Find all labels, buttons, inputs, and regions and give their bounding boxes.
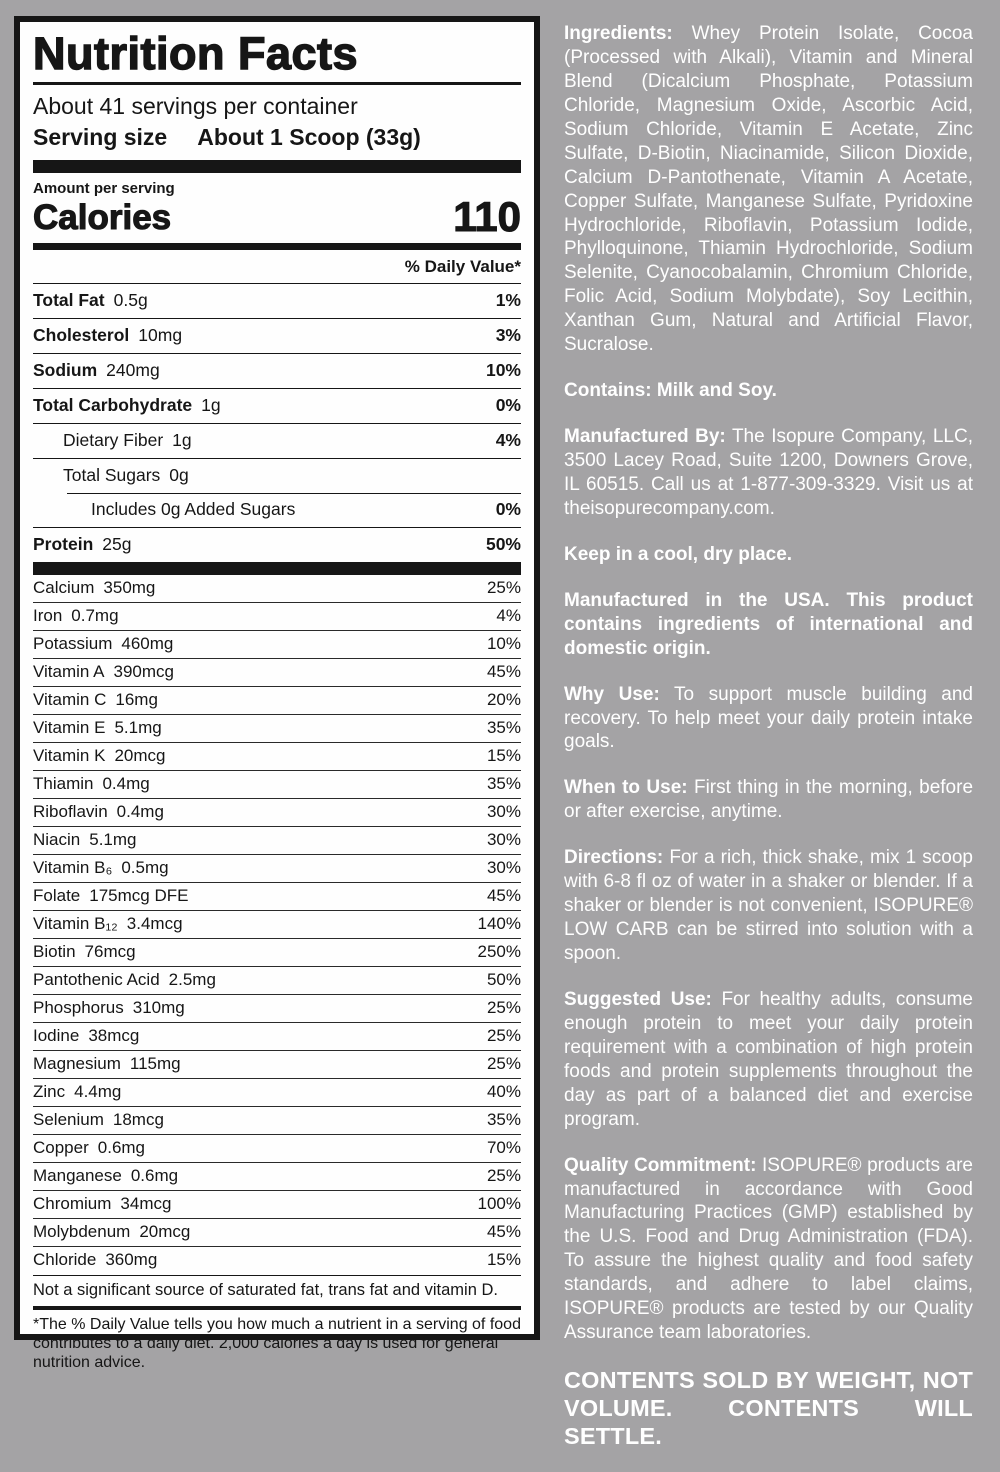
info-paragraph bbox=[564, 776, 973, 824]
vitamin-amount: 76mcg bbox=[84, 942, 136, 962]
vitamin-row bbox=[33, 658, 521, 686]
vitamin-name: Calcium bbox=[33, 578, 95, 598]
paragraph-text: ISOPURE® products are manufactured in accordance with Good Manufacturing Practices (GMP) established by the U.S. Food and Drug Administration (FDA). To assure the highest quality and food safety standards, and adhere to label claims, ISOPURE® products are tested by our Quality Assurance team laboratories. bbox=[564, 1154, 973, 1344]
vitamin-name: Vitamin K bbox=[33, 746, 106, 766]
vitamin-daily-value: 35% bbox=[486, 718, 521, 738]
info-paragraph bbox=[564, 543, 973, 567]
daily-value-header: % Daily Value* bbox=[33, 250, 521, 284]
calories-value: 110 bbox=[453, 193, 521, 241]
vitamin-daily-value: 10% bbox=[486, 634, 521, 654]
vitamin-amount: 5.1mg bbox=[114, 718, 162, 738]
vitamin-row bbox=[33, 1246, 521, 1274]
nutrient-amount: 1g bbox=[172, 430, 192, 451]
vitamin-amount: 4.4mg bbox=[74, 1082, 122, 1102]
vitamin-row bbox=[33, 798, 521, 826]
paragraph-label: Suggested Use: bbox=[564, 988, 712, 1010]
vitamin-name: Iron bbox=[33, 606, 63, 626]
vitamin-amount: 460mg bbox=[121, 634, 174, 654]
paragraph-text: The Isopure Company, LLC, 3500 Lacey Road, Suite 1200, Downers Grove, IL 60515. Call us at 1-877-309-3329. Visit us at theisopurecompany.com. bbox=[564, 426, 973, 519]
paragraph-label: CONTENTS SOLD BY WEIGHT, NOT VOLUME. CONTENTS WILL SETTLE. bbox=[564, 1367, 973, 1449]
vitamin-name: Vitamin E bbox=[33, 718, 106, 738]
nutrition-facts-title: Nutrition Facts bbox=[33, 28, 359, 79]
paragraph-label: Ingredients: bbox=[564, 23, 673, 44]
nutrient-name: Includes 0g Added Sugars bbox=[91, 499, 296, 520]
nutrient-daily-value: 50% bbox=[485, 534, 521, 555]
nutrient-row bbox=[33, 388, 521, 423]
vitamin-daily-value: 35% bbox=[486, 774, 521, 794]
paragraph-label: Directions: bbox=[564, 847, 664, 869]
vitamin-name: Molybdenum bbox=[33, 1222, 131, 1242]
vitamin-row bbox=[33, 966, 521, 994]
paragraph-label: Manufactured By: bbox=[564, 426, 726, 448]
daily-value-footnote: *The % Daily Value tells you how much a nutrient in a serving of food contributes to a daily diet. 2,000 calories a day is used for general nutrition advice. bbox=[33, 1306, 521, 1373]
vitamin-daily-value: 140% bbox=[477, 914, 521, 934]
vitamin-row bbox=[33, 1218, 521, 1246]
nutrient-name: Cholesterol bbox=[33, 325, 130, 346]
vitamin-daily-value: 100% bbox=[477, 1194, 521, 1214]
nutrient-amount: 10mg bbox=[138, 325, 183, 346]
nutrient-row bbox=[33, 353, 521, 388]
info-paragraph bbox=[564, 1154, 973, 1346]
vitamin-row bbox=[33, 1106, 521, 1134]
vitamin-row bbox=[33, 994, 521, 1022]
vitamin-name: Biotin bbox=[33, 942, 76, 962]
nutrient-amount: 0g bbox=[169, 465, 189, 486]
paragraph-label: Manufactured in the USA. This product contains ingredients of international and domestic origin. bbox=[564, 589, 973, 659]
nutrient-daily-value: 1% bbox=[495, 290, 521, 311]
vitamin-row bbox=[33, 742, 521, 770]
vitamin-daily-value: 25% bbox=[486, 1054, 521, 1074]
nutrient-amount: 25g bbox=[102, 534, 132, 555]
vitamin-row bbox=[33, 575, 521, 602]
nutrient-name: Total Carbohydrate bbox=[33, 395, 193, 416]
main-nutrient-rows bbox=[33, 284, 521, 562]
vitamin-name: Folate bbox=[33, 886, 81, 906]
vitamin-row bbox=[33, 1190, 521, 1218]
vitamin-daily-value: 30% bbox=[486, 830, 521, 850]
nutrient-name: Total Sugars bbox=[63, 465, 161, 486]
vitamin-amount: 0.4mg bbox=[116, 802, 164, 822]
vitamin-name: Vitamin B₁₂ bbox=[33, 914, 118, 934]
vitamin-amount: 350mg bbox=[103, 578, 156, 598]
info-column bbox=[564, 22, 973, 1472]
nutrient-row bbox=[33, 493, 521, 527]
vitamin-row bbox=[33, 826, 521, 854]
servings-per-container: About 41 servings per container bbox=[33, 93, 358, 120]
vitamin-name: Vitamin B₆ bbox=[33, 858, 113, 878]
vitamin-daily-value: 15% bbox=[486, 1250, 521, 1270]
vitamin-amount: 2.5mg bbox=[168, 970, 216, 990]
vitamin-daily-value: 30% bbox=[486, 858, 521, 878]
vitamin-row bbox=[33, 854, 521, 882]
vitamin-daily-value: 25% bbox=[486, 1166, 521, 1186]
vitamin-name: Zinc bbox=[33, 1082, 66, 1102]
vitamin-row bbox=[33, 714, 521, 742]
serving-size-value: About 1 Scoop (33g) bbox=[197, 124, 421, 151]
section-bar bbox=[33, 160, 521, 173]
vitamin-amount: 360mg bbox=[105, 1250, 158, 1270]
vitamin-name: Riboflavin bbox=[33, 802, 108, 822]
paragraph-label: When to Use: bbox=[564, 777, 688, 799]
nutrient-amount: 0.5g bbox=[113, 290, 148, 311]
amount-per-serving-label: Amount per serving bbox=[33, 180, 175, 198]
vitamin-amount: 0.4mg bbox=[102, 774, 150, 794]
vitamin-name: Copper bbox=[33, 1138, 89, 1158]
vitamin-name: Magnesium bbox=[33, 1054, 121, 1074]
nutrient-row bbox=[33, 318, 521, 353]
vitamin-amount: 20mcg bbox=[139, 1222, 191, 1242]
nutrient-amount: 1g bbox=[201, 395, 221, 416]
serving-size-label: Serving size bbox=[33, 124, 168, 151]
vitamin-amount: 0.6mg bbox=[97, 1138, 146, 1158]
vitamin-daily-value: 45% bbox=[486, 1222, 521, 1242]
nutrient-name: Sodium bbox=[33, 360, 98, 381]
vitamin-amount: 175mcg DFE bbox=[89, 886, 189, 906]
vitamin-amount: 3.4mcg bbox=[126, 914, 183, 934]
vitamin-row bbox=[33, 938, 521, 966]
vitamin-name: Potassium bbox=[33, 634, 113, 654]
vitamin-daily-value: 25% bbox=[486, 578, 521, 598]
vitamin-amount: 20mcg bbox=[114, 746, 166, 766]
vitamin-daily-value: 45% bbox=[486, 886, 521, 906]
paragraph-text: For healthy adults, consume enough protein to meet your daily protein requirement with a combination of high protein foods and protein supplements throughout the day as part of a balanced diet and exercise program. bbox=[564, 988, 973, 1130]
vitamin-amount: 18mcg bbox=[112, 1110, 164, 1130]
vitamin-daily-value: 30% bbox=[486, 802, 521, 822]
vitamin-name: Chromium bbox=[33, 1194, 112, 1214]
vitamin-daily-value: 25% bbox=[486, 1026, 521, 1046]
vitamin-daily-value: 35% bbox=[486, 1110, 521, 1130]
nutrient-name: Total Fat bbox=[33, 290, 105, 311]
vitamin-mineral-rows bbox=[33, 575, 521, 1274]
vitamin-row bbox=[33, 602, 521, 630]
nutrient-daily-value: 0% bbox=[495, 499, 521, 520]
info-paragraph bbox=[564, 846, 973, 966]
nutrient-amount: 240mg bbox=[106, 360, 160, 381]
vitamin-name: Vitamin C bbox=[33, 690, 107, 710]
vitamin-daily-value: 70% bbox=[486, 1138, 521, 1158]
info-paragraph bbox=[564, 22, 973, 357]
vitamin-row bbox=[33, 1162, 521, 1190]
vitamin-daily-value: 20% bbox=[486, 690, 521, 710]
vitamin-amount: 115mg bbox=[129, 1054, 181, 1074]
paragraph-label: Contains: Milk and Soy. bbox=[564, 380, 777, 402]
vitamin-daily-value: 45% bbox=[486, 662, 521, 682]
vitamin-row bbox=[33, 910, 521, 938]
vitamin-name: Iodine bbox=[33, 1026, 80, 1046]
vitamin-row bbox=[33, 1022, 521, 1050]
section-bar bbox=[33, 562, 521, 575]
info-paragraph bbox=[564, 683, 973, 755]
vitamin-row bbox=[33, 882, 521, 910]
vitamin-row bbox=[33, 770, 521, 798]
nutrient-name: Protein bbox=[33, 534, 94, 555]
vitamin-name: Chloride bbox=[33, 1250, 97, 1270]
vitamin-name: Vitamin A bbox=[33, 662, 105, 682]
vitamin-name: Pantothenic Acid bbox=[33, 970, 160, 990]
paragraph-text: Whey Protein Isolate, Cocoa (Processed with Alkali), Vitamin and Mineral Blend (Dicalcium Phosphate, Potassium Chloride, Magnesium Oxide, Ascorbic Acid, Sodium Chloride, Vitamin E Acetate, Zinc Sulfate, D-Biotin, Niacinamide, Silicon Dioxide, Calcium D-Pantothenate, Vitamin A Acetate, Copper Sulfate, Manganese Sulfate, Pyridoxine Hydrochloride, Riboflavin, Potassium Iodide, Phylloquinone, Thiamin Hydrochloride, Sodium Selenite, Cyanocobalamin, Chromium Chloride, Folic Acid, Sodium Molybdate), Soy Lecithin, Xanthan Gum, Natural and Artificial Flavor, Sucralose. bbox=[564, 23, 973, 356]
nutrient-row bbox=[33, 458, 521, 493]
vitamin-row bbox=[33, 1134, 521, 1162]
vitamin-daily-value: 4% bbox=[496, 606, 521, 626]
vitamin-amount: 5.1mg bbox=[89, 830, 137, 850]
paragraph-text: For a rich, thick shake, mix 1 scoop with 6-8 fl oz of water in a shaker or blender. If a shaker or blender is not convenient, ISOPURE® LOW CARB can be stirred into solution with a spoon. bbox=[564, 847, 974, 964]
vitamin-row bbox=[33, 1050, 521, 1078]
calories-row bbox=[33, 193, 521, 241]
vitamin-name: Niacin bbox=[33, 830, 81, 850]
vitamin-daily-value: 40% bbox=[486, 1082, 521, 1102]
vitamin-name: Selenium bbox=[33, 1110, 104, 1130]
nutrient-daily-value: 0% bbox=[495, 395, 521, 416]
paragraph-text: First thing in the morning, before or after exercise, anytime. bbox=[564, 777, 974, 823]
paragraph-label: Why Use: bbox=[564, 683, 660, 705]
vitamin-amount: 38mcg bbox=[88, 1026, 140, 1046]
vitamin-amount: 16mg bbox=[115, 690, 158, 710]
vitamin-amount: 0.7mg bbox=[71, 606, 119, 626]
vitamin-amount: 310mg bbox=[132, 998, 185, 1018]
vitamin-row bbox=[33, 686, 521, 714]
paragraph-label: Keep in a cool, dry place. bbox=[564, 543, 793, 565]
info-paragraph bbox=[564, 425, 973, 521]
vitamin-name: Thiamin bbox=[33, 774, 94, 794]
section-bar bbox=[33, 243, 521, 250]
vitamin-daily-value: 50% bbox=[486, 970, 521, 990]
vitamin-daily-value: 250% bbox=[477, 942, 521, 962]
calories-label: Calories bbox=[33, 198, 172, 238]
not-significant-note: Not a significant source of saturated fat, trans fat and vitamin D. bbox=[33, 1275, 521, 1306]
vitamin-amount: 390mcg bbox=[113, 662, 174, 682]
vitamin-name: Phosphorus bbox=[33, 998, 124, 1018]
vitamin-daily-value: 25% bbox=[486, 998, 521, 1018]
nutrient-daily-value: 10% bbox=[485, 360, 521, 381]
nutrient-daily-value: 4% bbox=[495, 430, 521, 451]
paragraph-label: Quality Commitment: bbox=[564, 1154, 757, 1176]
info-paragraph bbox=[564, 589, 973, 661]
vitamin-row bbox=[33, 1078, 521, 1106]
vitamin-row bbox=[33, 630, 521, 658]
nutrient-name: Dietary Fiber bbox=[63, 430, 164, 451]
paragraph-text: To support muscle building and recovery. To help meet your daily protein intake goals. bbox=[564, 683, 973, 753]
serving-size-row bbox=[33, 124, 521, 151]
nutrient-row bbox=[33, 527, 521, 562]
nutrient-row bbox=[33, 423, 521, 458]
vitamin-name: Manganese bbox=[33, 1166, 122, 1186]
nutrient-daily-value: 3% bbox=[495, 325, 521, 346]
info-paragraph bbox=[564, 1367, 973, 1450]
info-paragraph bbox=[564, 379, 973, 403]
info-paragraph bbox=[564, 988, 973, 1132]
vitamin-daily-value: 15% bbox=[486, 746, 521, 766]
title-divider bbox=[33, 82, 521, 85]
vitamin-amount: 0.6mg bbox=[130, 1166, 179, 1186]
vitamin-amount: 34mcg bbox=[120, 1194, 172, 1214]
nutrient-row bbox=[33, 284, 521, 318]
vitamin-amount: 0.5mg bbox=[121, 858, 169, 878]
nutrition-facts-panel bbox=[14, 16, 540, 1372]
